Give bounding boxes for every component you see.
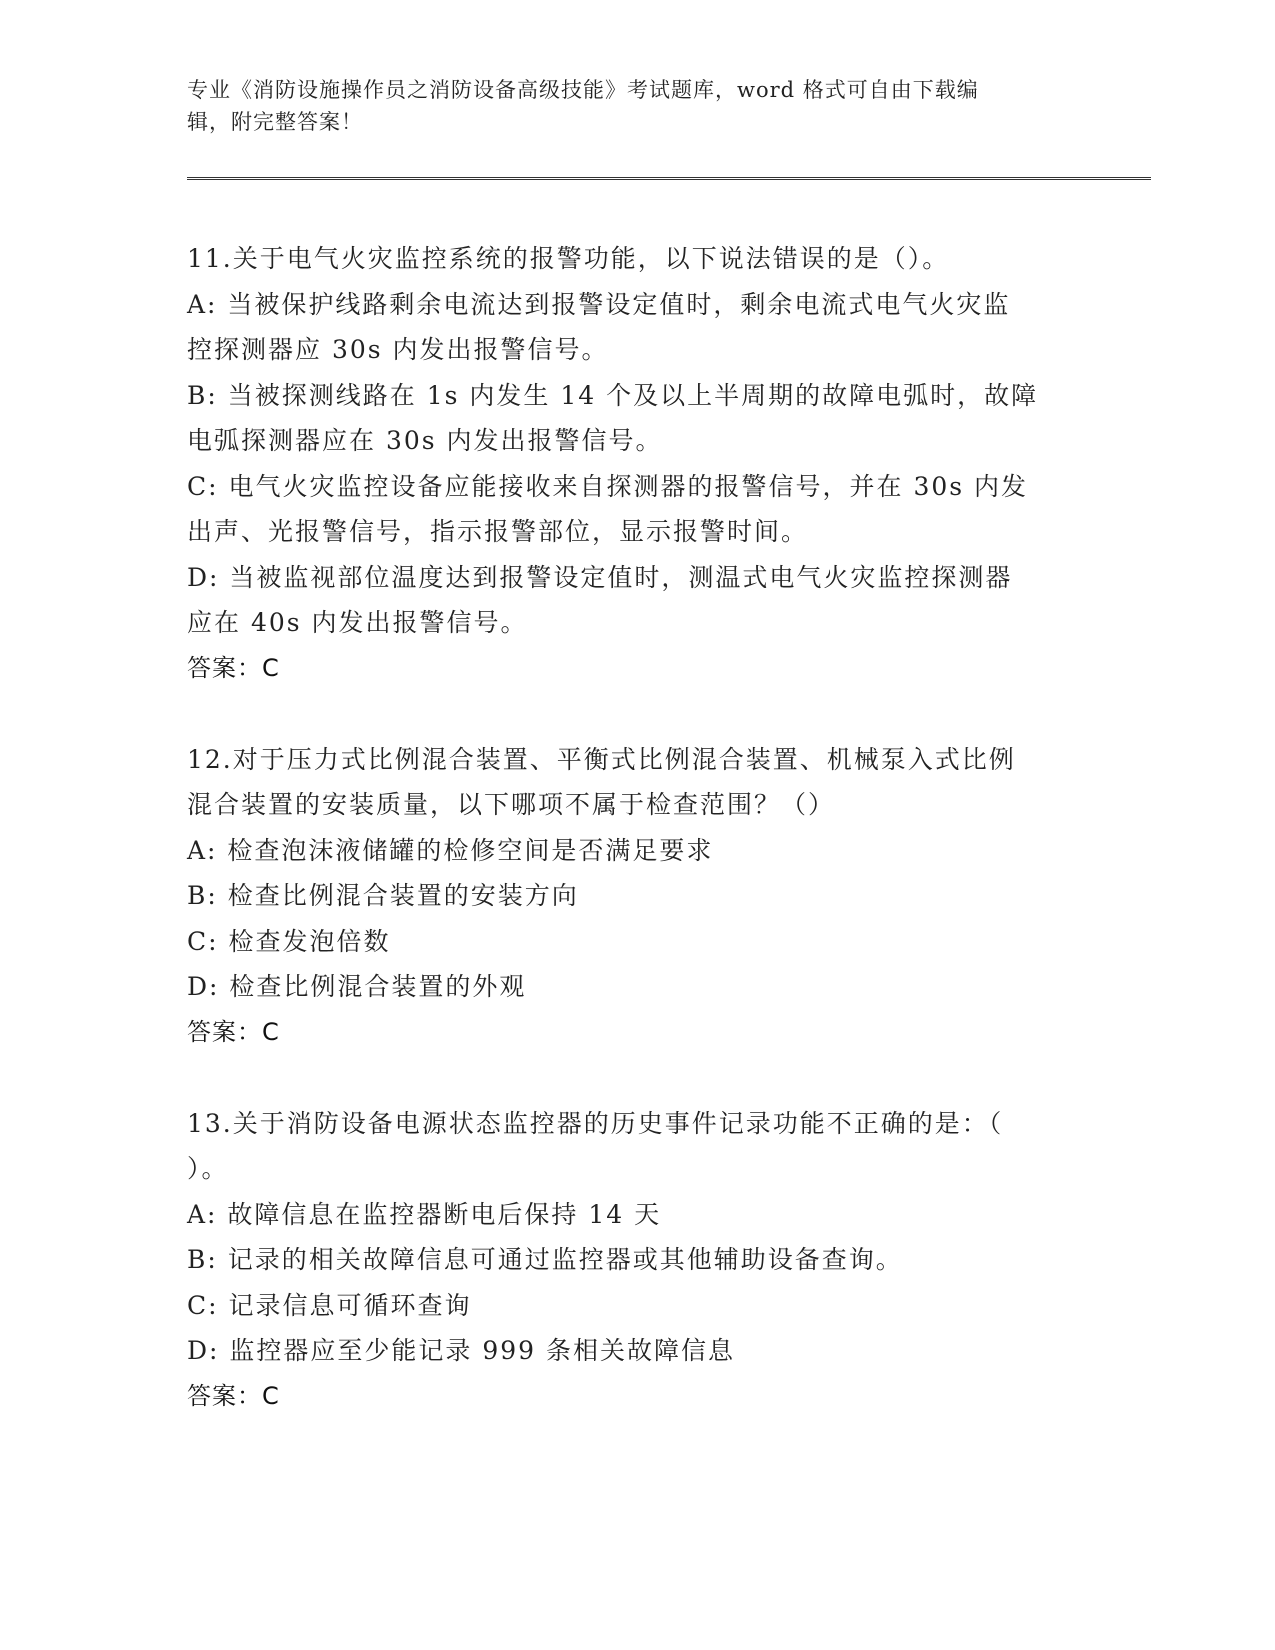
question-12-stem-line-2: 混合装置的安装质量，以下哪项不属于检查范围？（） [187,790,836,819]
question-13-option-a: A: 故障信息在监控器断电后保持 14 天 [187,1199,662,1229]
question-12-stem-line-1: 12.对于压力式比例混合装置、平衡式比例混合装置、机械泵入式比例 [187,744,1016,774]
question-11-option-a-line-2: 控探测器应 30s 内发出报警信号。 [187,335,609,364]
question-11-option-b-line-1: B: 当被探测线路在 1s 内发生 14 个及以上半周期的故障电弧时，故障 [187,380,1039,410]
header-line-2: 辑，附完整答案！ [187,110,363,134]
question-13-option-c: C: 记录信息可循环查询 [187,1290,472,1320]
question-13-stem-line-1: 13.关于消防设备电源状态监控器的历史事件记录功能不正确的是：（ [187,1108,1004,1138]
question-12-option-d: D: 检查比例混合装置的外观 [187,972,527,1001]
question-11-option-b-line-2: 电弧探测器应在 30s 内发出报警信号。 [187,426,663,455]
question-11-answer: 答案：C [187,653,280,682]
question-12-option-a: A: 检查泡沫液储罐的检修空间是否满足要求 [187,835,714,865]
question-13 [187,1101,1067,1419]
document-header [187,74,1067,138]
question-12-option-c: C: 检查发泡倍数 [187,926,391,956]
question-11-option-d-line-1: D: 当被监视部位温度达到报警设定值时，测温式电气火灾监控探测器 [187,562,1013,592]
question-11-option-d-line-2: 应在 40s 内发出报警信号。 [187,608,528,637]
question-list [187,236,1067,1465]
question-13-option-b: B: 记录的相关故障信息可通过监控器或其他辅助设备查询。 [187,1245,903,1274]
question-12-answer: 答案：C [187,1017,280,1046]
question-11-option-c-line-2: 出声、光报警信号，指示报警部位，显示报警时间。 [187,517,809,546]
question-13-option-d: D: 监控器应至少能记录 999 条相关故障信息 [187,1336,736,1365]
question-11-option-c-line-1: C: 电气火灾监控设备应能接收来自探测器的报警信号，并在 30s 内发 [187,471,1029,501]
question-12 [187,737,1067,1055]
question-13-answer: 答案：C [187,1381,280,1410]
header-divider [187,177,1151,180]
question-12-option-b: B: 检查比例混合装置的安装方向 [187,881,579,910]
header-line-1: 专业《消防设施操作员之消防设备高级技能》考试题库，word 格式可自由下载编 [187,78,979,102]
question-11 [187,236,1067,691]
question-13-stem-line-2: ）。 [187,1154,229,1183]
question-11-option-a-line-1: A: 当被保护线路剩余电流达到报警设定值时，剩余电流式电气火灾监 [187,289,1011,319]
question-11-stem: 11.关于电气火灾监控系统的报警功能，以下说法错误的是（）。 [187,244,950,273]
